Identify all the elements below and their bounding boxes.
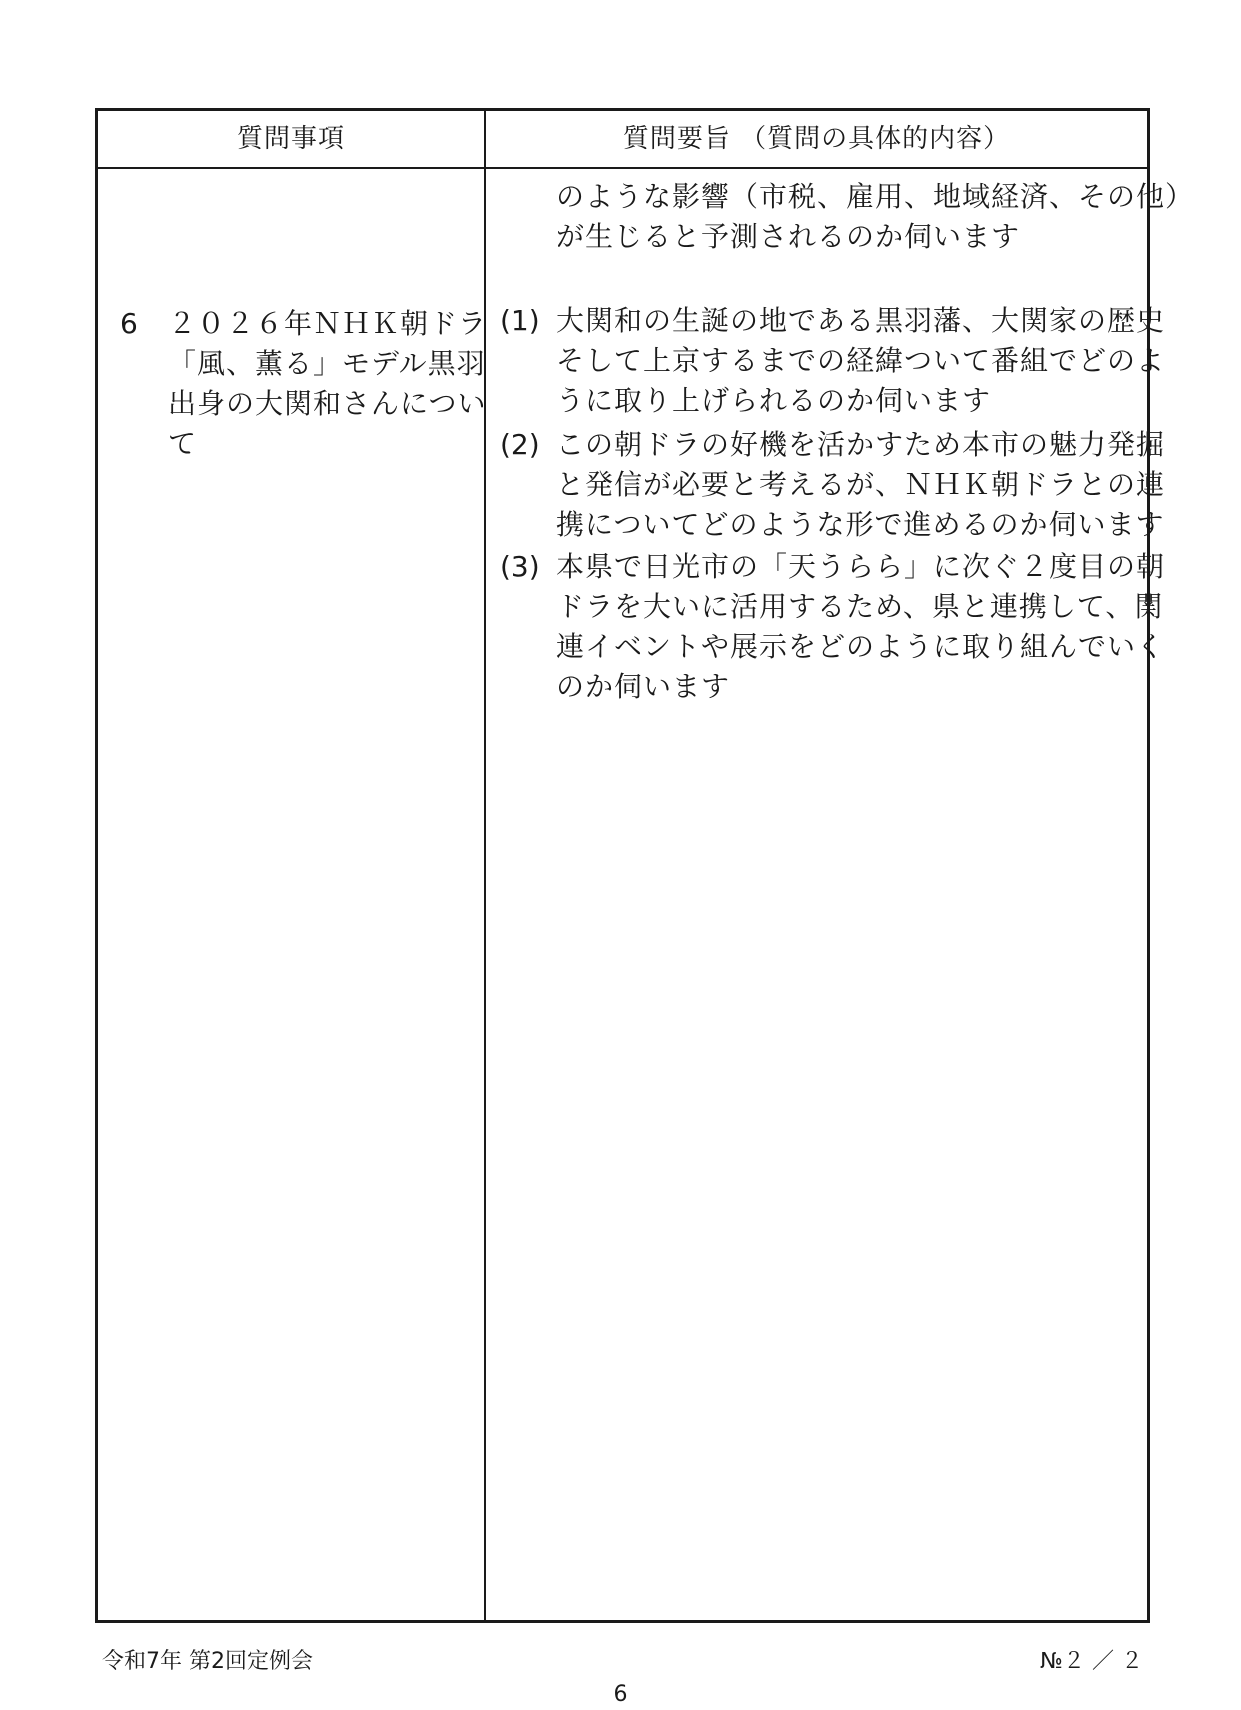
continuation-line: が生じると予測されるのか伺います — [556, 220, 1021, 253]
page-count: №２ ／ ２ — [1040, 1649, 1143, 1674]
question-line: この朝ドラの好機を活かすため本市の魅力発掘 — [556, 428, 1166, 461]
question-line: 連イベントや展示をどのように取り組んでいく — [556, 630, 1166, 663]
question-line: ドラを大いに活用するため、県と連携して、関 — [556, 590, 1164, 623]
item-number: 6 — [120, 307, 138, 340]
question-line: のか伺います — [556, 670, 731, 703]
question-label: (2) — [500, 428, 540, 461]
subject-line: 「風、薫る」モデル黒羽 — [168, 347, 486, 380]
continuation-line: のような影響（市税、雇用、地域経済、その他） — [556, 180, 1195, 213]
question-line: 大関和の生誕の地である黒羽藩、大関家の歴史 — [556, 304, 1166, 337]
question-line: うに取り上げられるのか伺います — [556, 384, 992, 417]
subject-line: ２０２６年ＮＨＫ朝ドラ — [168, 307, 488, 340]
header-question-summary: 質問要旨 （質問の具体的内容） — [622, 124, 1011, 154]
subject-line: 出身の大関和さんについ — [168, 387, 487, 420]
question-label: (1) — [500, 304, 540, 337]
page-number: 6 — [613, 1682, 628, 1707]
question-line: と発信が必要と考えるが、ＮＨＫ朝ドラとの連 — [556, 468, 1166, 501]
question-table — [95, 108, 1195, 1623]
question-line: そして上京するまでの経緯ついて番組でどのよ — [556, 344, 1166, 377]
question-line: 本県で日光市の「天うらら」に次ぐ２度目の朝 — [556, 550, 1166, 583]
subject-line: て — [168, 427, 198, 460]
session-label: 令和7年 第2回定例会 — [102, 1649, 313, 1674]
header-question-item: 質問事項 — [236, 124, 345, 154]
question-line: 携についてどのような形で進めるのか伺います — [556, 508, 1165, 541]
header-divider — [98, 167, 1147, 169]
question-label: (3) — [500, 550, 540, 583]
